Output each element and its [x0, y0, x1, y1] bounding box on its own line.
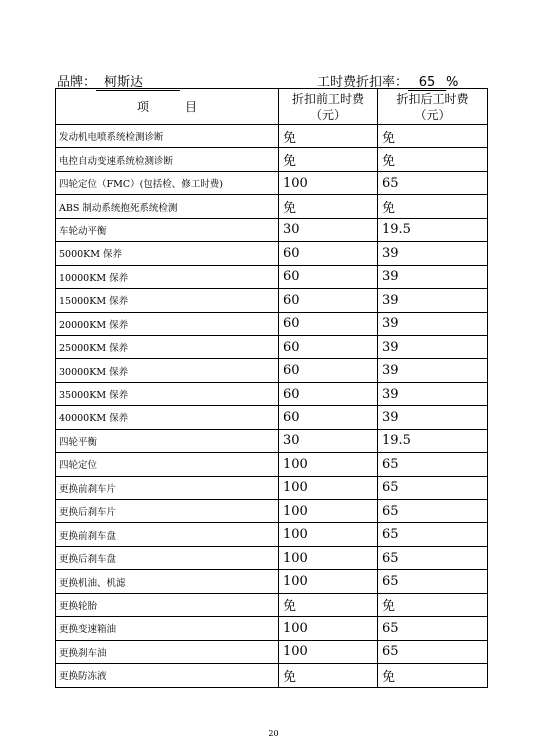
item-cell: 发动机电喷系统检测诊断 — [56, 125, 279, 148]
item-cell: 30000KM 保养 — [56, 359, 279, 382]
before-discount-cell: 60 — [279, 242, 378, 265]
before-discount-cell: 免 — [279, 125, 378, 148]
before-discount-cell: 100 — [279, 500, 378, 523]
item-cell: 车轮动平衡 — [56, 218, 279, 241]
table-row — [56, 171, 488, 194]
table-row — [56, 640, 488, 663]
table-header-row — [56, 89, 488, 125]
column-header-before-discount: 折扣前工时费 （元） — [279, 89, 378, 125]
table-row — [56, 546, 488, 569]
page-number: 20 — [268, 729, 279, 738]
before-discount-cell: 100 — [279, 570, 378, 593]
table-row — [56, 664, 488, 687]
after-discount-cell: 39 — [378, 312, 488, 335]
table-row — [56, 476, 488, 499]
before-discount-cell: 60 — [279, 406, 378, 429]
item-cell: 更换前刹车盘 — [56, 523, 279, 546]
brand-label: 品牌： — [57, 75, 97, 90]
after-discount-cell: 65 — [378, 640, 488, 663]
after-discount-cell: 39 — [378, 289, 488, 312]
after-discount-cell: 19.5 — [378, 429, 488, 452]
item-cell: 40000KM 保养 — [56, 406, 279, 429]
item-cell: 更换轮胎 — [56, 593, 279, 616]
after-discount-cell: 免 — [378, 593, 488, 616]
after-discount-cell: 65 — [378, 476, 488, 499]
after-discount-cell: 19.5 — [378, 218, 488, 241]
after-discount-cell: 39 — [378, 406, 488, 429]
before-discount-cell: 60 — [279, 265, 378, 288]
after-discount-cell: 65 — [378, 500, 488, 523]
item-cell: 四轮定位 — [56, 453, 279, 476]
item-cell: 更换防冻液 — [56, 664, 279, 687]
table-row — [56, 218, 488, 241]
table-row — [56, 523, 488, 546]
discount-rate-value: 65 — [408, 75, 446, 91]
table-body — [56, 125, 488, 688]
table-row — [56, 125, 488, 148]
before-discount-cell: 30 — [279, 429, 378, 452]
table-row — [56, 593, 488, 616]
table-row — [56, 617, 488, 640]
table-row — [56, 289, 488, 312]
table-row — [56, 406, 488, 429]
table-row — [56, 429, 488, 452]
brand-value: 柯斯达 — [96, 75, 180, 91]
after-discount-cell: 免 — [378, 664, 488, 687]
table-row — [56, 148, 488, 171]
item-cell: 更换机油、机滤 — [56, 570, 279, 593]
after-discount-cell: 39 — [378, 359, 488, 382]
after-discount-cell: 65 — [378, 617, 488, 640]
item-cell: 四轮定位（FMC）(包括检、修工时费) — [56, 171, 279, 194]
before-discount-cell: 60 — [279, 289, 378, 312]
item-cell: 15000KM 保养 — [56, 289, 279, 312]
table-row — [56, 335, 488, 358]
after-discount-cell: 39 — [378, 242, 488, 265]
before-discount-cell: 60 — [279, 382, 378, 405]
item-cell: 电控自动变速系统检测诊断 — [56, 148, 279, 171]
column-header-item: 项 目 — [56, 89, 279, 125]
item-cell: 5000KM 保养 — [56, 242, 279, 265]
after-discount-cell: 65 — [378, 546, 488, 569]
discount-rate-suffix: % — [446, 75, 459, 90]
document-header — [55, 71, 487, 89]
table-row — [56, 265, 488, 288]
column-header-after-discount: 折扣后工时费 （元） — [378, 89, 488, 125]
before-discount-cell: 60 — [279, 335, 378, 358]
after-discount-cell: 免 — [378, 195, 488, 218]
labor-fee-table — [55, 88, 488, 688]
after-discount-cell: 65 — [378, 523, 488, 546]
table-row — [56, 312, 488, 335]
before-discount-cell: 100 — [279, 617, 378, 640]
table-row — [56, 359, 488, 382]
item-cell: 更换后刹车片 — [56, 500, 279, 523]
before-discount-cell: 100 — [279, 171, 378, 194]
after-discount-cell: 65 — [378, 171, 488, 194]
after-discount-cell: 免 — [378, 148, 488, 171]
item-cell: 更换前刹车片 — [56, 476, 279, 499]
table-row — [56, 242, 488, 265]
table-row — [56, 382, 488, 405]
before-discount-cell: 免 — [279, 664, 378, 687]
item-cell: 更换刹车油 — [56, 640, 279, 663]
table-row — [56, 500, 488, 523]
table-row — [56, 195, 488, 218]
before-discount-cell: 60 — [279, 359, 378, 382]
item-cell: 20000KM 保养 — [56, 312, 279, 335]
before-discount-cell: 100 — [279, 546, 378, 569]
item-cell: 更换变速箱油 — [56, 617, 279, 640]
before-discount-cell: 100 — [279, 476, 378, 499]
after-discount-cell: 65 — [378, 570, 488, 593]
before-discount-cell: 60 — [279, 312, 378, 335]
item-cell: 四轮平衡 — [56, 429, 279, 452]
before-discount-cell: 100 — [279, 640, 378, 663]
table-row — [56, 570, 488, 593]
discount-rate-label: 工时费折扣率： — [317, 75, 409, 90]
item-cell: 35000KM 保养 — [56, 382, 279, 405]
after-discount-cell: 免 — [378, 125, 488, 148]
item-cell: 更换后刹车盘 — [56, 546, 279, 569]
after-discount-cell: 39 — [378, 335, 488, 358]
before-discount-cell: 100 — [279, 523, 378, 546]
before-discount-cell: 免 — [279, 148, 378, 171]
before-discount-cell: 100 — [279, 453, 378, 476]
after-discount-cell: 65 — [378, 453, 488, 476]
table-row — [56, 453, 488, 476]
item-cell: 25000KM 保养 — [56, 335, 279, 358]
before-discount-cell: 免 — [279, 593, 378, 616]
after-discount-cell: 39 — [378, 382, 488, 405]
after-discount-cell: 39 — [378, 265, 488, 288]
before-discount-cell: 30 — [279, 218, 378, 241]
item-cell: 10000KM 保养 — [56, 265, 279, 288]
item-cell: ABS 制动系统抱死系统检测 — [56, 195, 279, 218]
before-discount-cell: 免 — [279, 195, 378, 218]
